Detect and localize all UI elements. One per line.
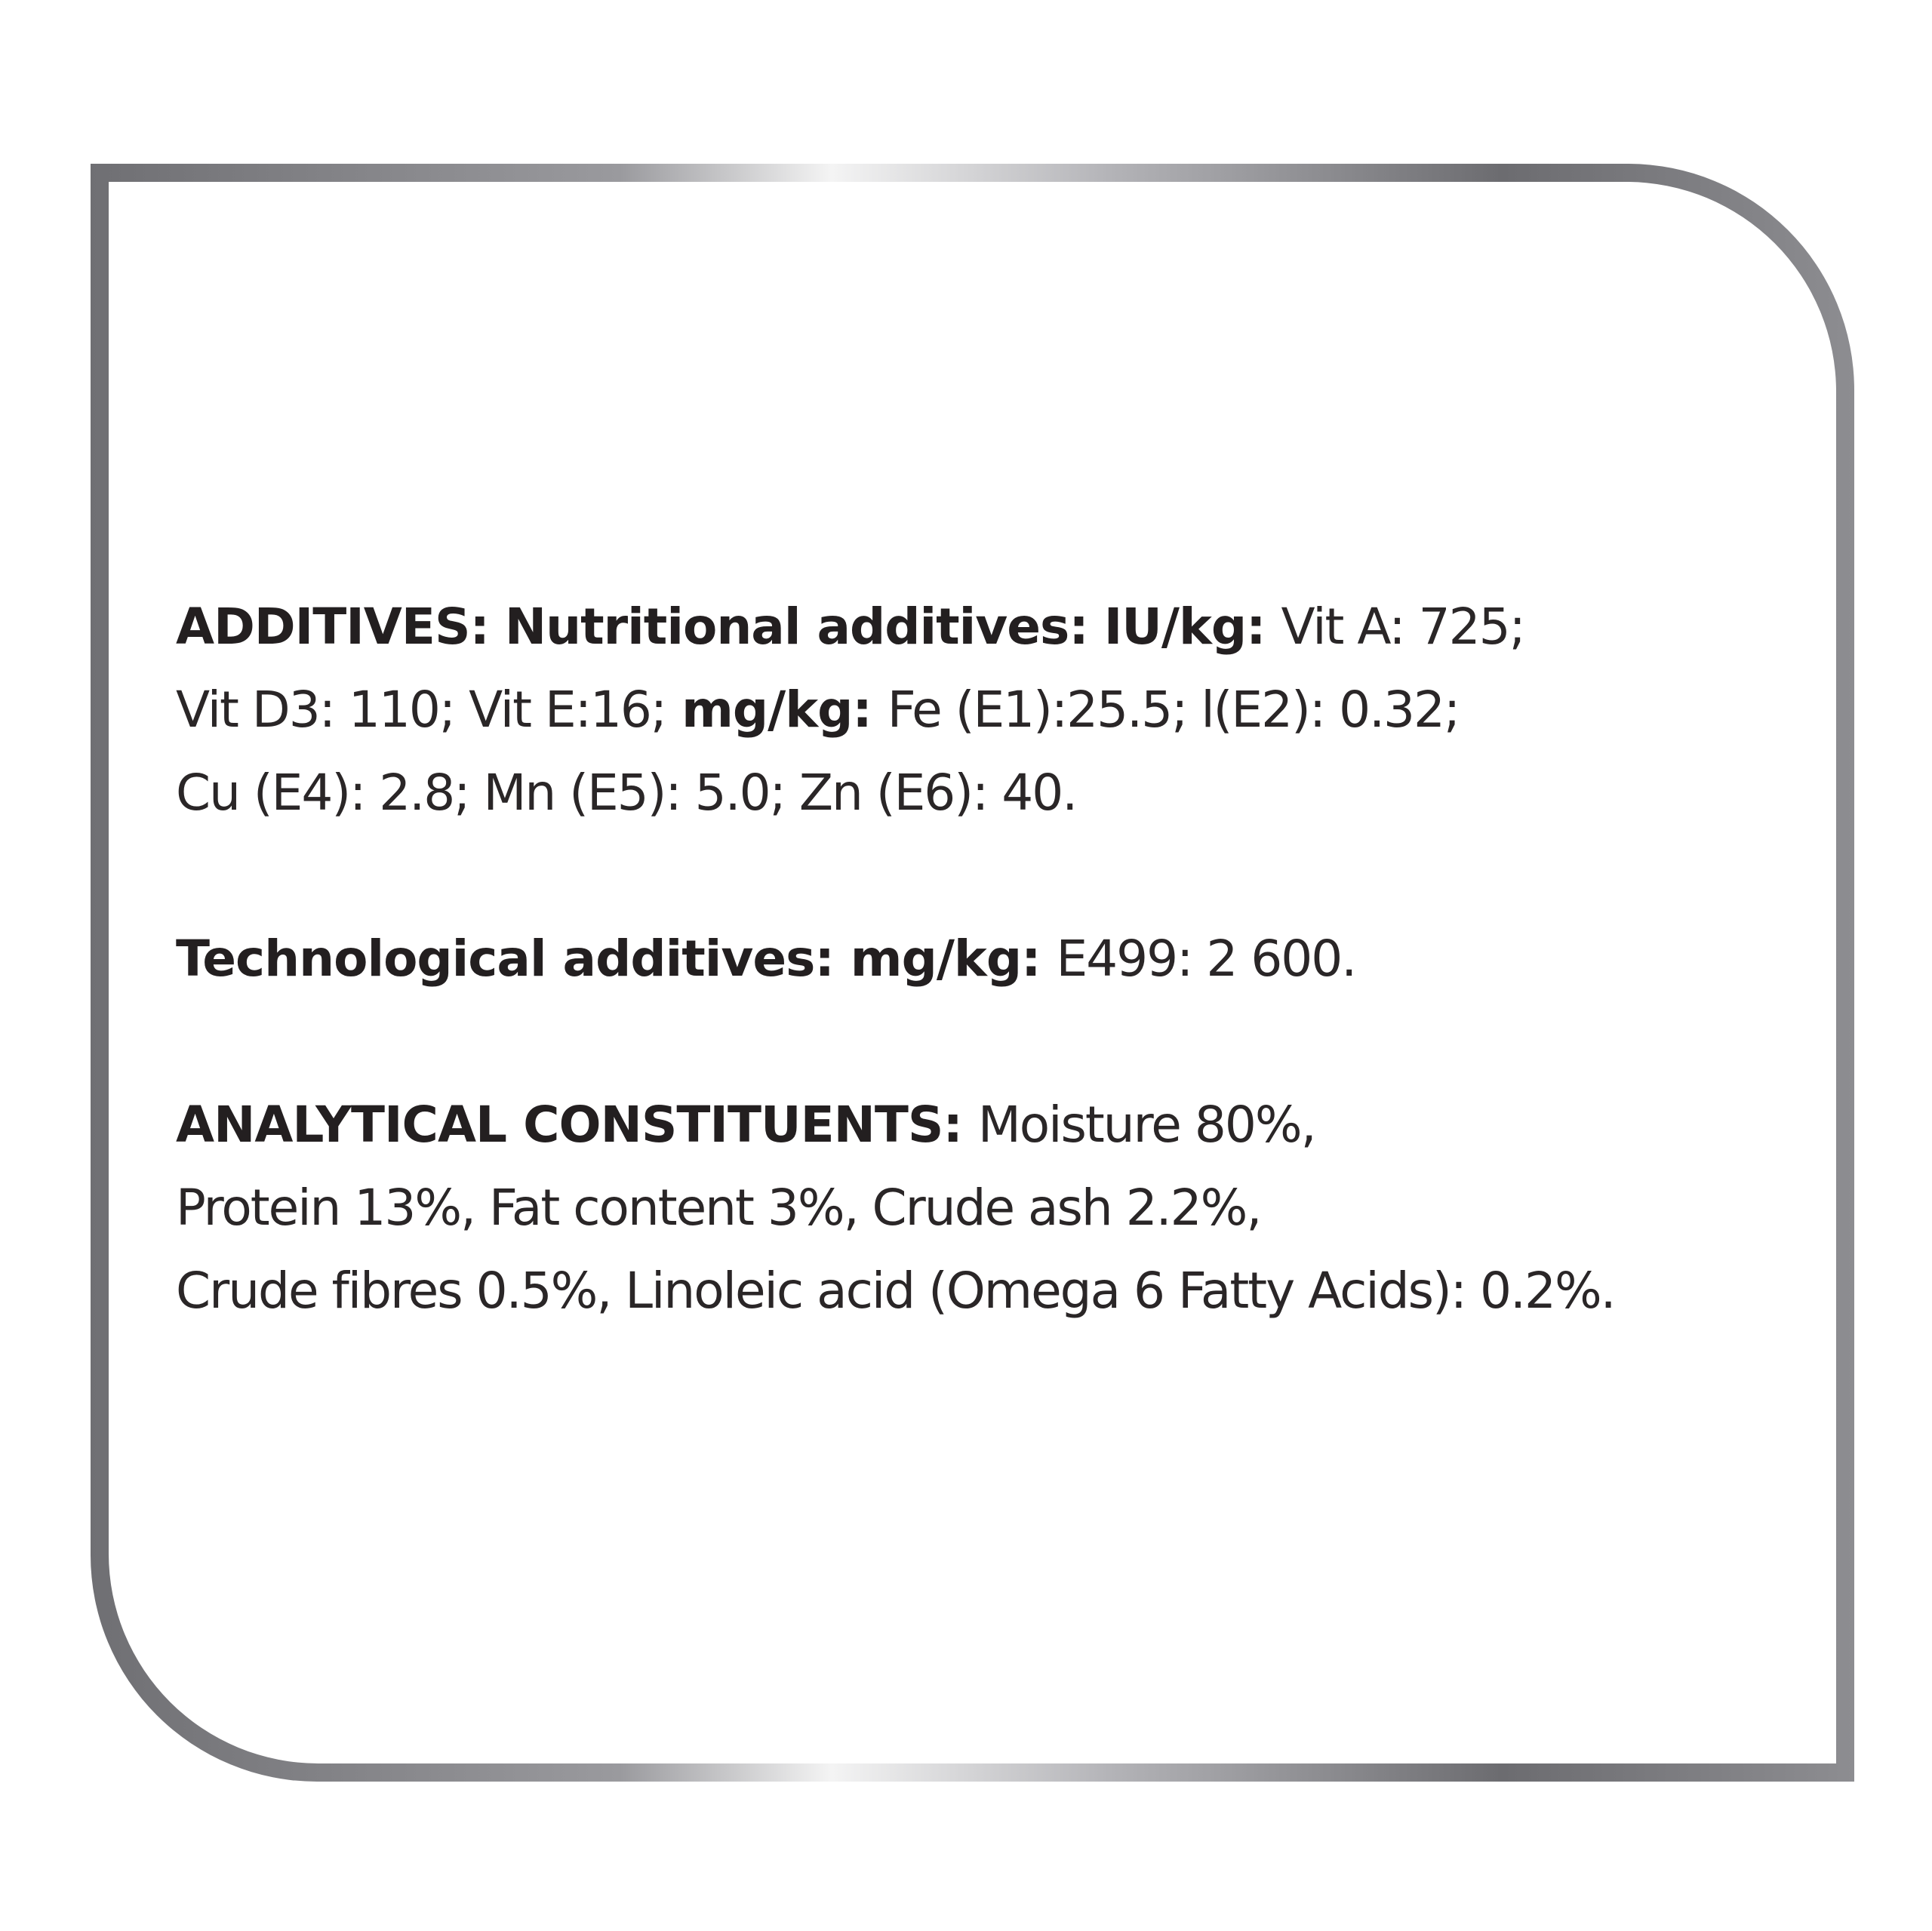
copper-manganese-zinc-values: Cu (E4): 2.8; Mn (E5): 5.0; Zn (E6): 40. bbox=[176, 764, 1077, 822]
analytical-constituents-heading: ANALYTICAL CONSTITUENTS: bbox=[176, 1096, 962, 1154]
label-text-block bbox=[176, 586, 1836, 1416]
vitamin-d3-e-values: Vit D3: 110; Vit E:16; bbox=[176, 681, 666, 739]
technological-additives-label: Technological additives: mg/kg: bbox=[176, 930, 1041, 988]
additives-paragraph bbox=[176, 586, 1836, 835]
technological-additives-value: E499: 2 600. bbox=[1056, 930, 1356, 988]
iu-unit-label: IU/kg: bbox=[1103, 598, 1266, 656]
nutritional-additives-label: Nutritional additives: bbox=[504, 598, 1088, 656]
fibre-linoleic-values: Crude fibres 0.5%, Linoleic acid (Omega 6 Fatty Acids): 0.2%. bbox=[176, 1262, 1615, 1320]
iron-iodine-values: Fe (E1):25.5; l(E2): 0.32; bbox=[887, 681, 1460, 739]
additives-heading: ADDITIVES: bbox=[176, 598, 489, 656]
protein-fat-ash-values: Protein 13%, Fat content 3%, Crude ash 2.2%, bbox=[176, 1179, 1261, 1237]
moisture-value: Moisture 80%, bbox=[977, 1096, 1315, 1154]
technological-additives-paragraph bbox=[176, 918, 1836, 1001]
analytical-constituents-paragraph bbox=[176, 1084, 1836, 1333]
mg-unit-label: mg/kg: bbox=[681, 681, 872, 739]
vitamin-a-value: Vit A: 725; bbox=[1281, 598, 1524, 656]
